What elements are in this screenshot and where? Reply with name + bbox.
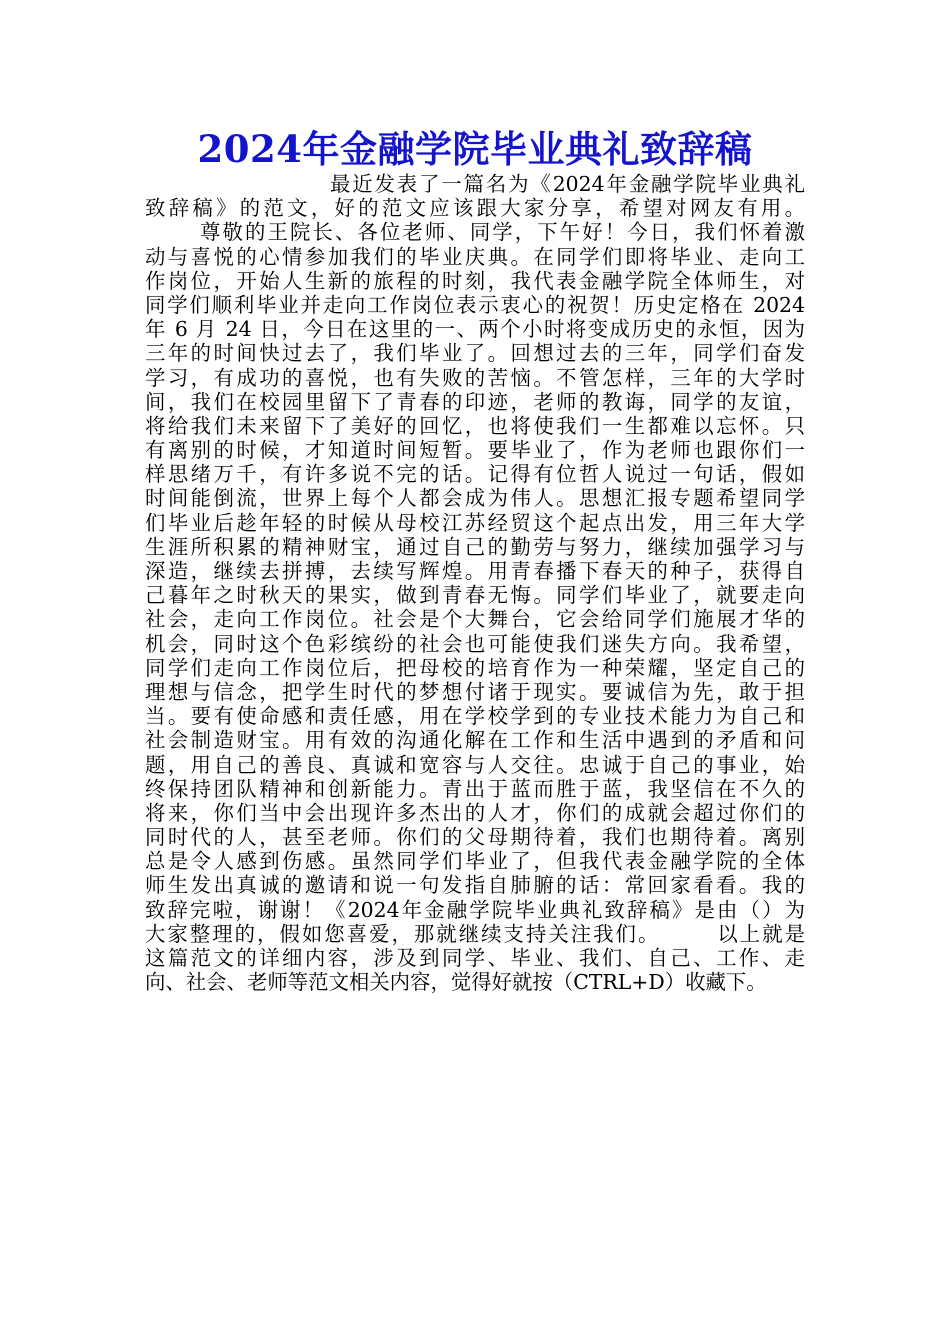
body-line: 样思绪万千，有许多说不完的话。记得有位哲人说过一句话，假如: [145, 462, 805, 487]
body-line: 这篇范文的详细内容，涉及到同学、毕业、我们、自己、工作、走: [145, 946, 805, 970]
body-line: 致辞稿》的范文，好的范文应该跟大家分享，希望对网友有用。: [145, 196, 805, 221]
body-line: 生涯所积累的精神财宝，通过自己的勤劳与努力，继续加强学习与: [145, 534, 805, 559]
body-line: 年 6 月 24 日，今日在这里的一、两个小时将变成历史的永恒，因为: [145, 317, 805, 342]
body-line: 理想与信念，把学生时代的梦想付诸于现实。要诚信为先，敢于担: [145, 679, 805, 704]
body-line: 同学们走向工作岗位后，把母校的培育作为一种荣耀，坚定自己的: [145, 655, 805, 680]
body-line: 们毕业后趁年轻的时候从母校江苏经贸这个起点出发，用三年大学: [145, 510, 805, 535]
body-line: 学习，有成功的喜悦，也有失败的苦恼。不管怎样，三年的大学时: [145, 365, 805, 390]
document-title: 2024年金融学院毕业典礼致辞稿: [197, 127, 753, 171]
body-line: 动与喜悦的心情参加我们的毕业庆典。在同学们即将毕业、走向工: [145, 244, 805, 269]
body-line: 大家整理的，假如您喜爱，那就继续支持关注我们。 以上就是: [145, 921, 805, 946]
body-line: 致辞完啦，谢谢！《2024年金融学院毕业典礼致辞稿》是由（）为: [145, 897, 805, 922]
body-line: 终保持团队精神和创新能力。青出于蓝而胜于蓝，我坚信在不久的: [145, 776, 805, 801]
body-line: 间，我们在校园里留下了青春的印迹，老师的教诲，同学的友谊，: [145, 389, 805, 414]
body-line: 尊敬的王院长、各位老师、同学，下午好！今日，我们怀着激: [200, 220, 805, 245]
body-line: 同学们顺利毕业并走向工作岗位表示衷心的祝贺！历史定格在 2024: [145, 292, 805, 317]
body-line: 深造，继续去拼搏，去续写辉煌。用青春播下春天的种子，获得自: [145, 559, 805, 583]
body-line: 有离别的时候，才知道时间短暂。要毕业了，作为老师也跟你们一: [145, 438, 805, 463]
body-line: 将来，你们当中会出现许多杰出的人才，你们的成就会超过你们的: [145, 800, 805, 825]
body-line: 社会制造财宝。用有效的沟通化解在工作和生活中遇到的矛盾和问: [145, 728, 805, 753]
body-line: 最近发表了一篇名为《2024年金融学院毕业典礼: [330, 172, 805, 196]
document-body: [145, 172, 805, 994]
body-line: 同时代的人，甚至老师。你们的父母期待着，我们也期待着。离别: [145, 825, 805, 850]
body-line: 机会，同时这个色彩缤纷的社会也可能使我们迷失方向。我希望，: [145, 631, 805, 656]
body-line: 三年的时间快过去了，我们毕业了。回想过去的三年，同学们奋发: [145, 341, 805, 366]
body-line: 师生发出真诚的邀请和说一句发指自肺腑的话：常回家看看。我的: [145, 873, 805, 898]
body-line: 时间能倒流，世界上每个人都会成为伟人。思想汇报专题希望同学: [145, 486, 805, 511]
body-line: 作岗位，开始人生新的旅程的时刻，我代表金融学院全体师生，对: [145, 268, 805, 293]
body-line: 总是令人感到伤感。虽然同学们毕业了，但我代表金融学院的全体: [145, 849, 805, 874]
body-line: 当。要有使命感和责任感，用在学校学到的专业技术能力为自己和: [145, 704, 805, 729]
body-line: 将给我们未来留下了美好的回忆，也将使我们一生都难以忘怀。只: [145, 413, 805, 438]
body-line: 社会，走向工作岗位。社会是个大舞台，它会给同学们施展才华的: [145, 607, 805, 632]
body-line: 题，用自己的善良、真诚和宽容与人交往。忠诚于自己的事业，始: [145, 752, 805, 777]
body-line: 己暮年之时秋天的果实，做到青春无悔。同学们毕业了，就要走向: [145, 583, 805, 608]
body-line: 向、社会、老师等范文相关内容，觉得好就按（CTRL+D）收藏下。: [145, 970, 767, 995]
